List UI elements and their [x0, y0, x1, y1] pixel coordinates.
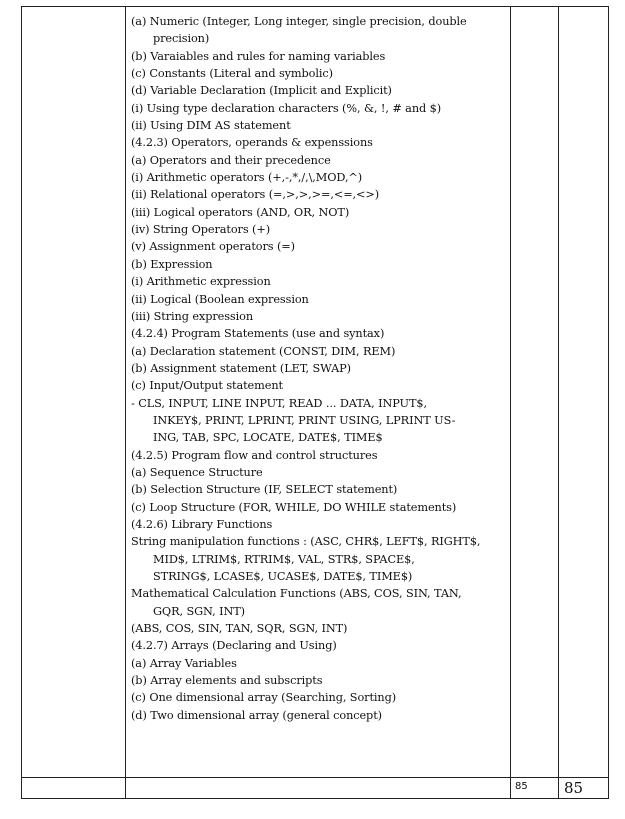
- syllabus-line: - CLS, INPUT, LINE INPUT, READ ... DATA, INPUT$,: [131, 396, 427, 410]
- syllabus-line: (4.2.6) Library Functions: [131, 517, 273, 531]
- syllabus-line: (c) Input/Output statement: [131, 379, 283, 393]
- total-hours-b: [559, 778, 609, 799]
- syllabus-line: (b) Selection Structure (IF, SELECT statement): [131, 483, 398, 497]
- syllabus-line: GQR, SGN, INT): [153, 604, 245, 618]
- syllabus-line: (d) Two dimensional array (general concept): [131, 708, 382, 722]
- unit-cell: [22, 7, 126, 778]
- syllabus-line: (a) Array Variables: [131, 656, 237, 670]
- syllabus-line: (b) Expression: [131, 257, 213, 271]
- syllabus-line: (b) Array elements and subscripts: [131, 674, 323, 688]
- syllabus-line: (i) Arithmetic operators (+,-,*,/,\,MOD,^): [131, 171, 363, 185]
- content-cell: [126, 7, 511, 778]
- syllabus-line: (a) Numeric (Integer, Long integer, single precision, double: [131, 15, 467, 28]
- total-hours-b-value: 85: [564, 779, 584, 797]
- syllabus-line: (v) Assignment operators (=): [131, 240, 295, 254]
- syllabus-line: (a) Declaration statement (CONST, DIM, REM): [131, 344, 396, 358]
- syllabus-line: MID$, LTRIM$, RTRIM$, VAL, STR$, SPACE$,: [153, 552, 415, 566]
- syllabus-line: String manipulation functions : (ASC, CHR$, LEFT$, RIGHT$,: [131, 535, 481, 549]
- syllabus-line: (b) Assignment statement (LET, SWAP): [131, 361, 351, 375]
- syllabus-line: STRING$, LCASE$, UCASE$, DATE$, TIME$): [153, 570, 413, 583]
- total-hours-a: [511, 778, 559, 799]
- syllabus-table: [21, 6, 609, 799]
- syllabus-line: (4.2.5) Program flow and control structures: [131, 448, 378, 462]
- syllabus-line: (c) One dimensional array (Searching, Sorting): [131, 691, 397, 705]
- syllabus-line: (a) Sequence Structure: [131, 465, 263, 479]
- hours-cell-a: [511, 7, 559, 778]
- syllabus-line: (4.2.4) Program Statements (use and syntax): [131, 327, 385, 341]
- syllabus-line: (ii) Relational operators (=,>,>,>=,<=,<>): [131, 188, 380, 202]
- total-unit-cell: [22, 778, 126, 799]
- syllabus-line: ING, TAB, SPC, LOCATE, DATE$, TIME$: [153, 431, 383, 445]
- content-row: [22, 7, 609, 778]
- syllabus-line: (d) Variable Declaration (Implicit and Explicit): [131, 84, 392, 98]
- content-list: [126, 7, 510, 724]
- hours-cell-b: [559, 7, 609, 778]
- syllabus-line: (ii) Logical (Boolean expression: [131, 292, 309, 306]
- total-content-cell: [126, 778, 511, 799]
- syllabus-line: precision): [153, 32, 210, 46]
- syllabus-line: (c) Constants (Literal and symbolic): [131, 67, 333, 81]
- syllabus-line: (ii) Using DIM AS statement: [131, 119, 291, 133]
- syllabus-line: (i) Arithmetic expression: [131, 275, 271, 289]
- syllabus-line: (iv) String Operators (+): [131, 223, 271, 237]
- syllabus-line: Mathematical Calculation Functions (ABS, COS, SIN, TAN,: [131, 587, 462, 601]
- syllabus-line: (4.2.7) Arrays (Declaring and Using): [131, 639, 337, 653]
- syllabus-line: (ABS, COS, SIN, TAN, SQR, SGN, INT): [131, 622, 348, 636]
- total-hours-a-value: 85: [515, 781, 528, 792]
- syllabus-line: (iii) Logical operators (AND, OR, NOT): [131, 205, 350, 219]
- syllabus-line: (iii) String expression: [131, 309, 253, 323]
- syllabus-line: (c) Loop Structure (FOR, WHILE, DO WHILE statements): [131, 500, 457, 514]
- syllabus-line: (4.2.3) Operators, operands & expenssions: [131, 136, 373, 150]
- syllabus-line: INKEY$, PRINT, LPRINT, PRINT USING, LPRINT US-: [153, 413, 456, 427]
- syllabus-line: (a) Operators and their precedence: [131, 153, 331, 167]
- total-row: [22, 778, 609, 799]
- syllabus-line: (b) Varaiables and rules for naming variables: [131, 49, 386, 63]
- syllabus-line: (i) Using type declaration characters (%, &, !, # and $): [131, 101, 442, 115]
